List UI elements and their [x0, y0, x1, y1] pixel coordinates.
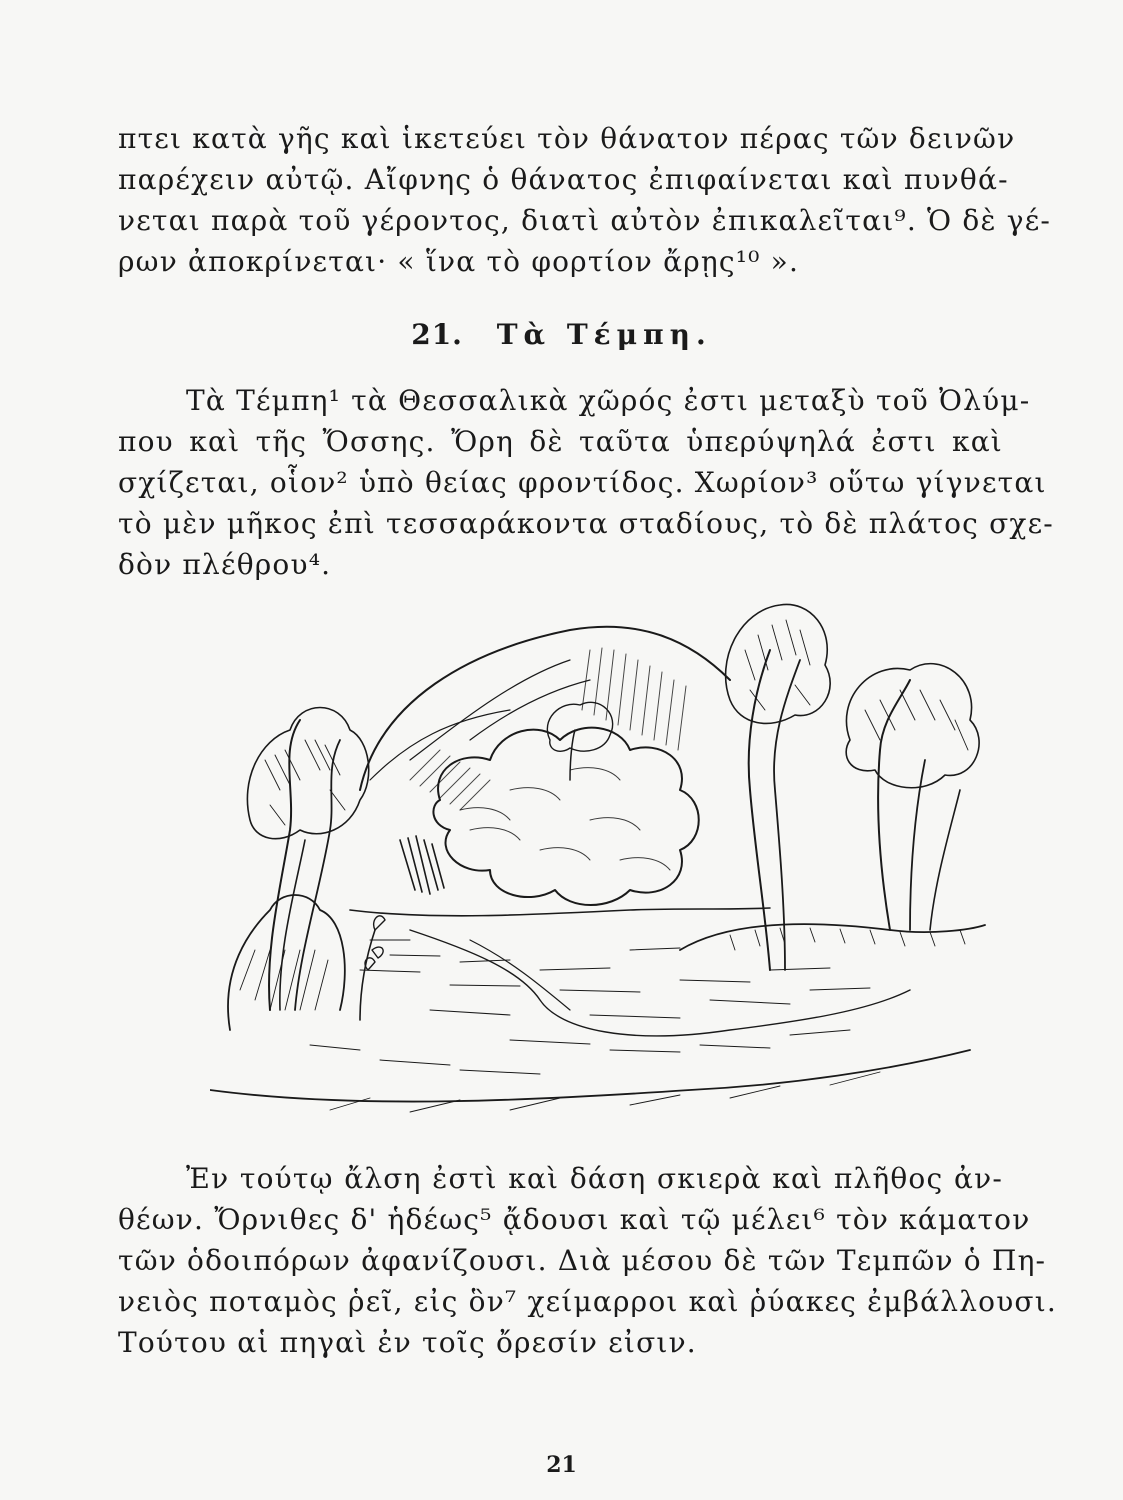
- river-landscape-illustration: [210, 590, 990, 1150]
- text-line: νεται παρὰ τοῦ γέροντος, διατὶ αὐτὸν ἐπικαλεῖται⁹. Ὁ δὲ γέ-: [118, 204, 1052, 237]
- text-line: που καὶ τῆς Ὄσσης. Ὄρη δὲ ταῦτα ὑπερύψηλά ἐστι καὶ: [118, 425, 1003, 458]
- paragraph-1: [118, 118, 1052, 282]
- text-line: Ἐν τούτῳ ἄλση ἐστὶ καὶ δάση σκιερὰ καὶ πλῆθος ἀν-: [186, 1162, 1003, 1195]
- section-heading: [0, 318, 1123, 351]
- text-line: παρέχειν αὐτῷ. Αἴφνης ὁ θάνατος ἐπιφαίνεται καὶ πυνθά-: [118, 163, 1009, 196]
- text-line: θέων. Ὄρνιθες δ' ἡδέως⁵ ᾄδουσι καὶ τῷ μέλει⁶ τὸν κάματον: [118, 1203, 1031, 1236]
- text-line: πτει κατὰ γῆς καὶ ἱκετεύει τὸν θάνατον πέρας τῶν δεινῶν: [118, 122, 1016, 155]
- text-line: τῶν ὁδοιπόρων ἀφανίζουσι. Διὰ μέσου δὲ τῶν Τεμπῶν ὁ Πη-: [118, 1244, 1047, 1277]
- text-line: ρων ἀποκρίνεται· « ἵνα τὸ φορτίον ἄρῃς¹⁰ ».: [118, 245, 800, 278]
- text-line: σχίζεται, οἷον² ὑπὸ θείας φροντίδος. Χωρίον³ οὕτω γίγνεται: [118, 466, 1047, 499]
- text-line: νειὸς ποταμὸς ῥεῖ, εἰς ὃν⁷ χείμαρροι καὶ ῥύακες ἐμβάλλουσι.: [118, 1285, 1058, 1318]
- text-line: Τούτου αἱ πηγαὶ ἐν τοῖς ὄρεσίν εἰσιν.: [118, 1326, 697, 1359]
- paragraph-3: [118, 1158, 1058, 1363]
- text-line: δὸν πλέθρου⁴.: [118, 548, 332, 581]
- page-number: 21: [546, 1452, 577, 1478]
- section-number: 21.: [411, 318, 463, 351]
- paragraph-2: [118, 380, 1054, 585]
- text-line: τὸ μὲν μῆκος ἐπὶ τεσσαράκοντα σταδίους, τὸ δὲ πλάτος σχε-: [118, 507, 1054, 540]
- text-line: Τὰ Τέμπη¹ τὰ Θεσσαλικὰ χῶρός ἐστι μεταξὺ τοῦ Ὀλύμ-: [186, 384, 1031, 417]
- section-title: Τὰ Τέμπη.: [496, 318, 712, 351]
